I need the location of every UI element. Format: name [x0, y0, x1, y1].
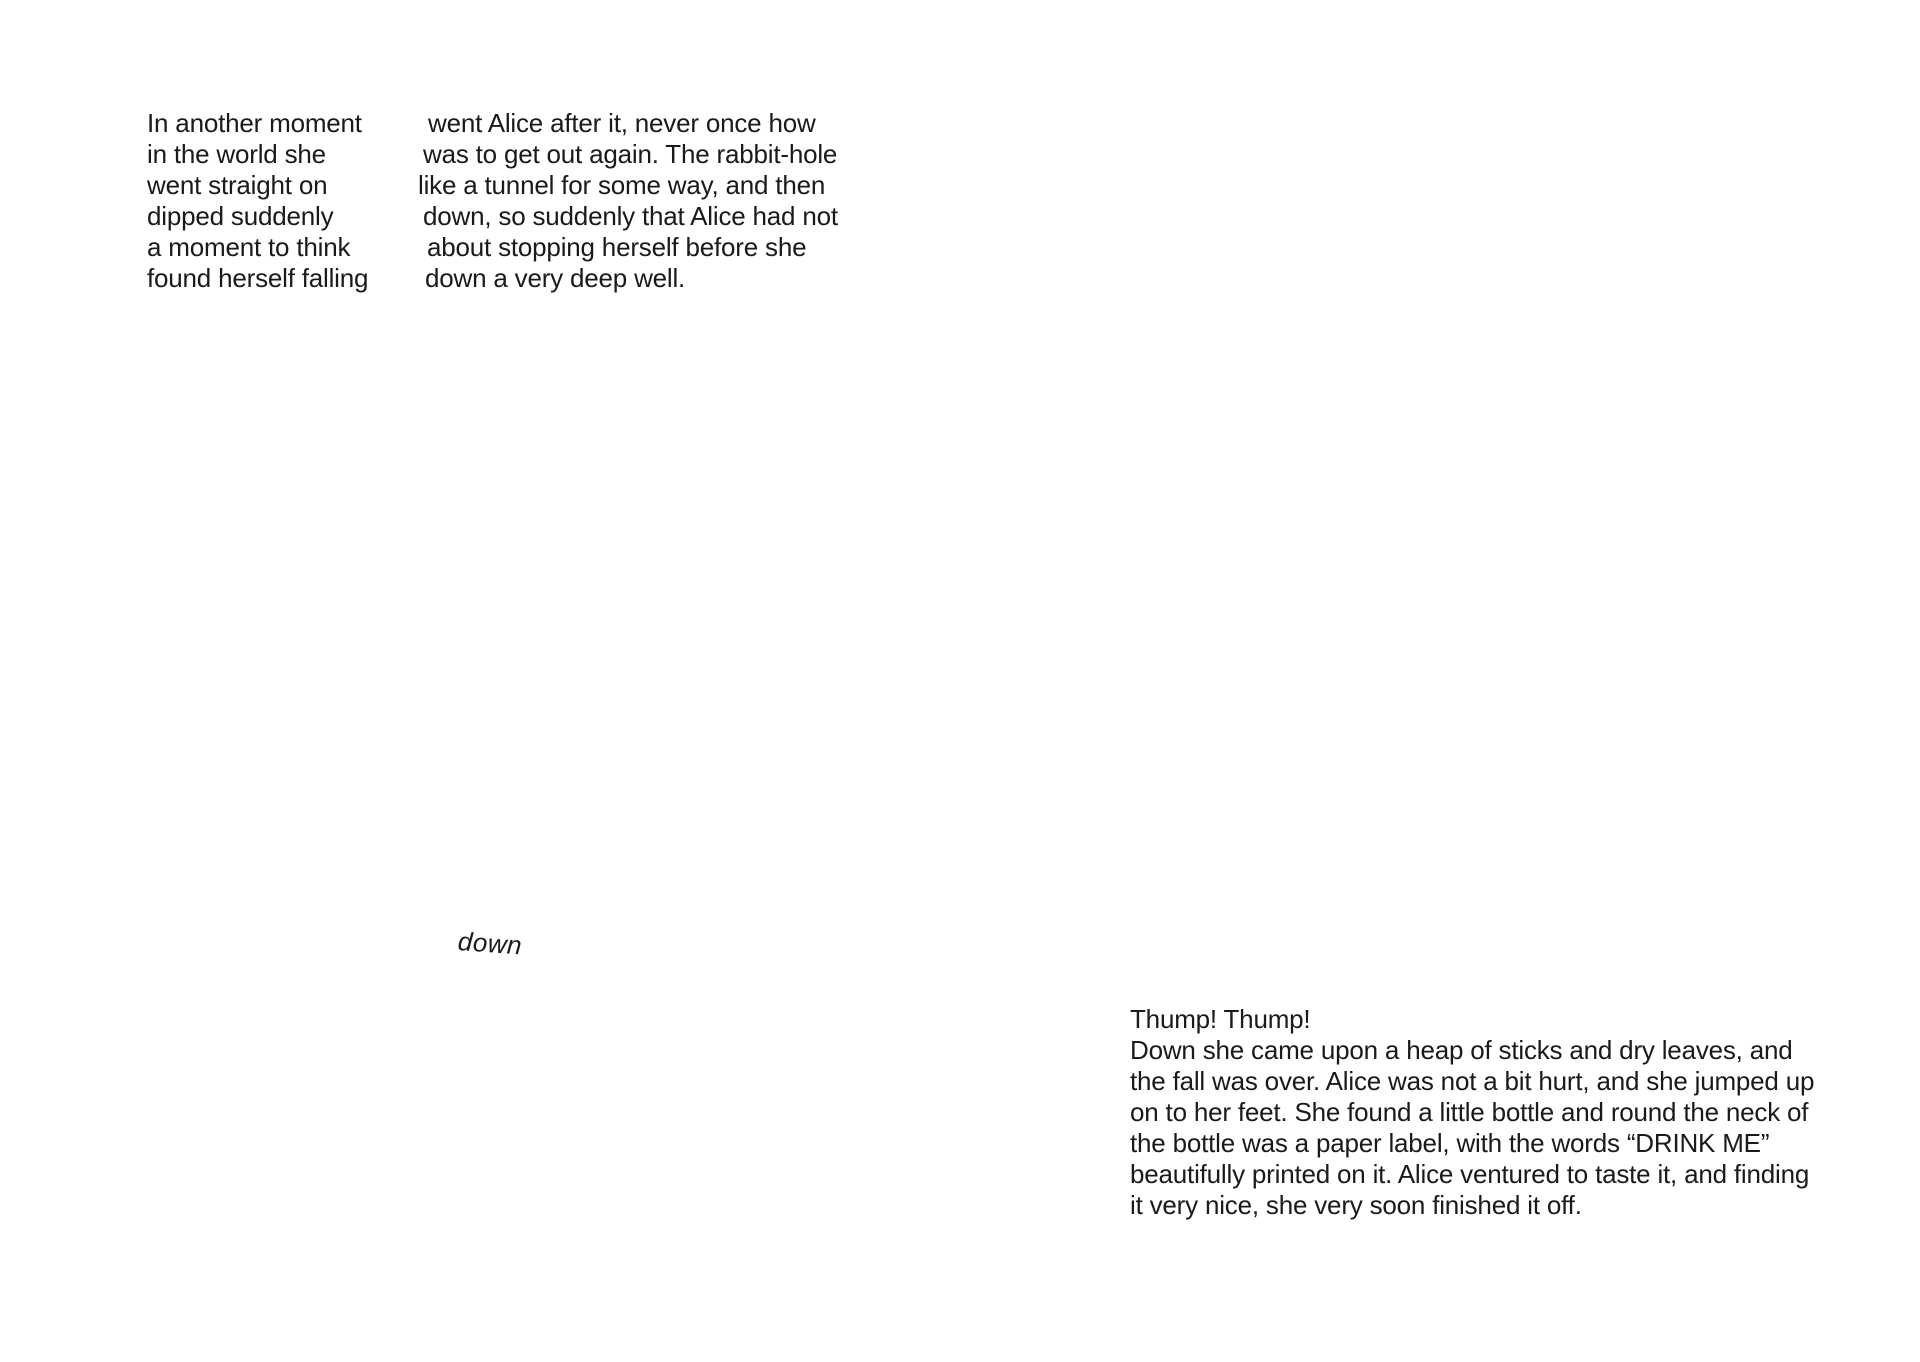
text-line: dipped suddenly [147, 201, 334, 231]
text-line: in the world she [147, 139, 326, 169]
falling-word-down: down [456, 926, 524, 961]
text-line: like a tunnel for some way, and then [418, 170, 826, 200]
text-line: the fall was over. Alice was not a bit hurt, and she jumped up [1130, 1066, 1815, 1096]
text-line: on to her feet. She found a little bottle and round the neck of [1130, 1097, 1809, 1127]
paragraph-heading: Thump! Thump! [1130, 1004, 1311, 1034]
text-line: it very nice, she very soon finished it off. [1130, 1190, 1582, 1220]
text-line: Down she came upon a heap of sticks and dry leaves, and [1130, 1035, 1793, 1065]
text-line: down a very deep well. [425, 263, 686, 293]
text-line: a moment to think [147, 232, 351, 262]
right-page-paragraph [1130, 1004, 1830, 1221]
text-line: the bottle was a paper label, with the words “DRINK ME” [1130, 1128, 1770, 1158]
text-line: beautifully printed on it. Alice ventured to taste it, and finding [1130, 1159, 1810, 1189]
left-text-column-b [416, 108, 876, 294]
text-line: In another moment [147, 108, 362, 138]
text-line: about stopping herself before she [427, 232, 807, 262]
text-line: was to get out again. The rabbit-hole [423, 139, 838, 169]
left-text-column-a [147, 108, 407, 294]
text-line: down, so suddenly that Alice had not [423, 201, 838, 231]
text-line: went straight on [147, 170, 328, 200]
text-line: found herself falling [147, 263, 369, 293]
text-line: went Alice after it, never once how [428, 108, 816, 138]
